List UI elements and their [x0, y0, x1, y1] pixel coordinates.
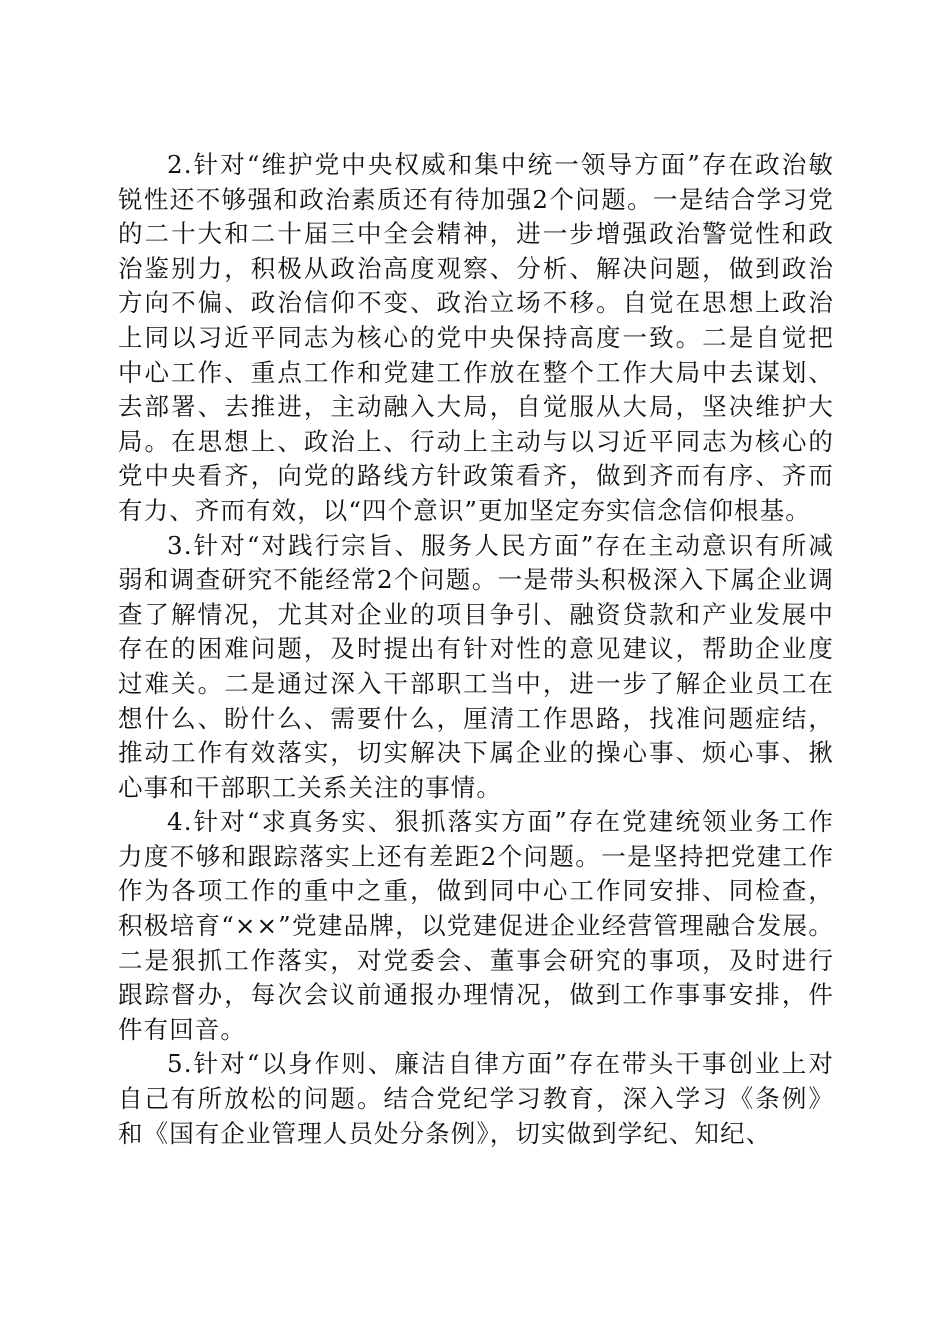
- paragraph-item-4: 4.针对“求真务实、狠抓落实方面”存在党建统领业务工作力度不够和跟踪落实上还有差距2个问题。一是坚持把党建工作作为各项工作的重中之重，做到同中心工作同安排、同检查，积极培育“××”党建品牌，以党建促进企业经营管理融合发展。二是狠抓工作落实，对党委会、董事会研究的事项，及时进行跟踪督办，每次会议前通报办理情况，做到工作事事安排，件件有回音。: [118, 807, 834, 1044]
- paragraph-item-5: 5.针对“以身作则、廉洁自律方面”存在带头干事创业上对自己有所放松的问题。结合党纪学习教育，深入学习《条例》和《国有企业管理人员处分条例》，切实做到学纪、知纪、: [118, 1049, 834, 1148]
- paragraph-item-2: 2.针对“维护党中央权威和集中统一领导方面”存在政治敏锐性还不够强和政治素质还有待加强2个问题。一是结合学习党的二十大和二十届三中全会精神，进一步增强政治警觉性和政治鉴别力，积极从政治高度观察、分析、解决问题，做到政治方向不偏、政治信仰不变、政治立场不移。自觉在思想上政治上同以习近平同志为核心的党中央保持高度一致。二是自觉把中心工作、重点工作和党建工作放在整个工作大局中去谋划、去部署、去推进，主动融入大局，自觉服从大局，坚决维护大局。在思想上、政治上、行动上主动与以习近平同志为核心的党中央看齐，向党的路线方针政策看齐，做到齐而有序、齐而有力、齐而有效，以“四个意识”更加坚定夯实信念信仰根基。: [118, 150, 834, 525]
- document-page: [118, 148, 834, 1151]
- paragraph-item-3: 3.针对“对践行宗旨、服务人民方面”存在主动意识有所减弱和调查研究不能经常2个问题。一是带头积极深入下属企业调查了解情况，尤其对企业的项目争引、融资贷款和产业发展中存在的困难问题，及时提出有针对性的意见建议，帮助企业度过难关。二是通过深入干部职工当中，进一步了解企业员工在想什么、盼什么、需要什么，厘清工作思路，找准问题症结，推动工作有效落实，切实解决下属企业的操心事、烦心事、揪心事和干部职工关系关注的事情。: [118, 530, 834, 802]
